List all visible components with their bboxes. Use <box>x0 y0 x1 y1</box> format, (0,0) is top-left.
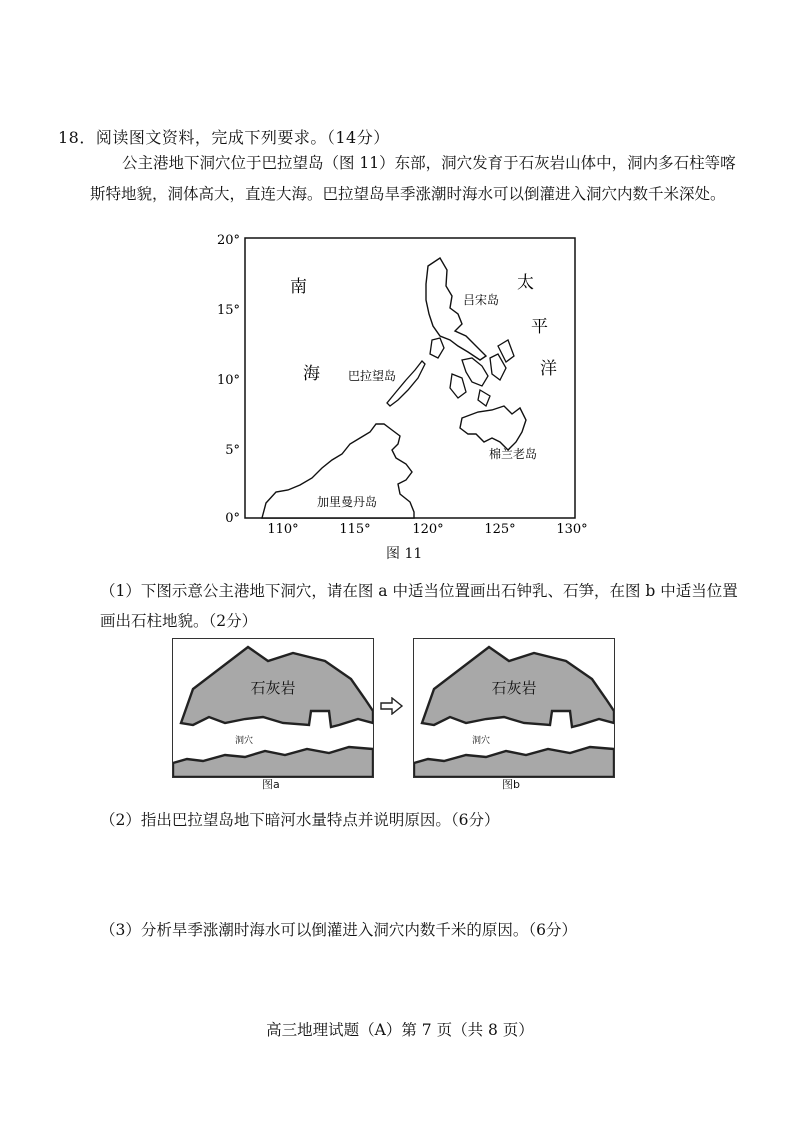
cave-floor <box>173 747 373 777</box>
lon-label: 110° <box>267 522 299 537</box>
rock-label-a: 石灰岩 <box>250 679 296 697</box>
sub-question-3: （3）分析旱季涨潮时海水可以倒灌进入洞穴内数千米的原因。（6分） <box>100 921 577 939</box>
label-mindanao: 棉兰老岛 <box>489 447 538 461</box>
sub-question-2: （2）指出巴拉望岛地下暗河水量特点并说明原因。（6分） <box>100 811 500 829</box>
cave-a-svg <box>173 639 373 777</box>
lon-label: 120° <box>412 522 444 537</box>
cave-figure-b[interactable] <box>413 638 615 778</box>
caption-figure-b: 图b <box>502 778 520 791</box>
map-caption: 图 11 <box>386 546 423 562</box>
cave-floor <box>414 747 614 777</box>
cave-label-b: 洞穴 <box>472 736 491 746</box>
label-pacific-yang: 洋 <box>540 359 557 379</box>
question-title: 18．阅读图文资料，完成下列要求。（14分） <box>58 128 390 147</box>
cave-label-a: 洞穴 <box>235 736 254 746</box>
lat-label: 20° <box>216 233 240 248</box>
map-figure <box>200 228 620 563</box>
label-pacific-ping: 平 <box>531 317 548 337</box>
sub-question-1: （1）下图示意公主港地下洞穴，请在图 a 中适当位置画出石钟乳、石笋，在图 b 中适当位置画出石柱地貌。（2分） <box>100 582 738 630</box>
lat-label: 10° <box>216 373 240 388</box>
map-svg <box>200 228 620 563</box>
label-luzon: 吕宋岛 <box>463 293 500 307</box>
page-footer: 高三地理试题（A）第 7 页（共 8 页） <box>266 1021 534 1039</box>
lat-label: 5° <box>225 443 240 458</box>
question-intro: 公主港地下洞穴位于巴拉望岛（图 11）东部，洞穴发育于石灰岩山体中，洞内多石柱等喀斯特地貌，洞体高大，直连大海。巴拉望岛旱季涨潮时海水可以倒灌进入洞穴内数千米深处。 <box>90 154 736 203</box>
lat-label: 0° <box>225 511 240 526</box>
arrow-icon <box>380 697 404 719</box>
label-palawan: 巴拉望岛 <box>348 369 397 383</box>
cave-b-svg <box>414 639 614 777</box>
rock-label-b: 石灰岩 <box>491 679 537 697</box>
lat-label: 15° <box>216 303 240 318</box>
label-pacific-tai: 太 <box>517 273 534 293</box>
label-kalimantan: 加里曼丹岛 <box>317 495 378 509</box>
lon-label: 125° <box>484 522 516 537</box>
lon-label: 115° <box>339 522 371 537</box>
label-sea: 海 <box>303 364 320 384</box>
lon-label: 130° <box>556 522 588 537</box>
label-south: 南 <box>290 277 307 297</box>
cave-figure-a[interactable] <box>172 638 374 778</box>
caption-figure-a: 图a <box>262 778 280 791</box>
